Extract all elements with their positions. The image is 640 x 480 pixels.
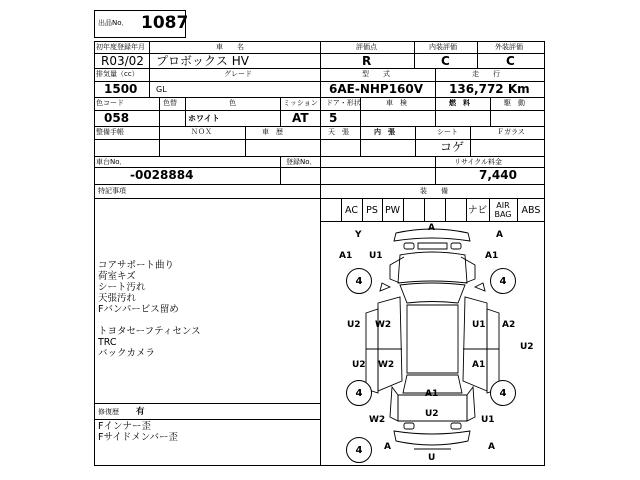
damage-code: Y xyxy=(355,230,362,240)
car-diagram xyxy=(320,221,545,466)
damage-code: U xyxy=(428,453,436,463)
damage-code: A1 xyxy=(339,251,353,261)
hood-shape xyxy=(398,252,467,283)
seat-label: シート xyxy=(437,128,458,136)
equipment-abs: ABS xyxy=(521,204,541,216)
interior-score-label: 内装評価 xyxy=(429,43,457,51)
damage-code: W2 xyxy=(378,360,395,370)
grid-line xyxy=(159,126,160,156)
damage-code: W2 xyxy=(375,320,392,330)
model-label: 型 式 xyxy=(362,70,390,78)
grid-line xyxy=(149,41,150,97)
color-code-value: 058 xyxy=(104,111,130,125)
displacement-label: 排気量（cc） xyxy=(96,70,139,78)
damage-code: U1 xyxy=(472,320,486,330)
chassis-number-label: 車台No． xyxy=(96,158,127,166)
wheel-front-right: 4 xyxy=(490,268,516,294)
exterior-score-label: 外装評価 xyxy=(495,43,523,51)
grid-line xyxy=(470,126,471,156)
mission-label: ミッション xyxy=(283,99,318,107)
damage-code: U2 xyxy=(425,409,439,419)
wheel-rear-right: 4 xyxy=(490,380,516,406)
mirror-left-shape xyxy=(380,283,390,291)
wheel-spare: 4 xyxy=(346,437,372,463)
damage-code: W2 xyxy=(369,415,386,425)
interior-score-value: C xyxy=(441,54,450,68)
damage-code: A xyxy=(496,230,503,240)
repair-line: Fサイドメンバー歪 xyxy=(98,432,179,443)
damage-code: A xyxy=(384,442,391,452)
taillight-left-shape xyxy=(404,423,414,429)
inspection-label: 車 検 xyxy=(386,99,407,107)
side-left-front-shape xyxy=(378,297,402,391)
car-name-value: プロボックス HV xyxy=(156,54,249,68)
color-value: ホワイト xyxy=(188,114,220,123)
door-label: ドア・形状 xyxy=(326,99,361,107)
drive-label: 駆 動 xyxy=(504,99,525,107)
exterior-score-value: C xyxy=(506,54,515,68)
registration-number-label: 登録No． xyxy=(286,158,317,166)
grid-line xyxy=(245,126,246,156)
wheel-rear-left: 4 xyxy=(346,380,372,406)
grid-line xyxy=(414,41,415,68)
maintenance-book-label: 整備手帳 xyxy=(96,128,124,136)
door-value: 5 xyxy=(329,111,338,125)
equipment-cell xyxy=(424,199,445,221)
equipment-airbag: AIR BAG xyxy=(494,201,512,219)
mileage-value: 136,772 Km xyxy=(449,82,530,96)
equipment-pw: PW xyxy=(384,204,401,216)
mileage-label: 走 行 xyxy=(472,70,500,78)
grid-line xyxy=(280,156,281,184)
grid-line xyxy=(490,97,491,126)
repair-line: Fインナー歪 xyxy=(98,421,151,432)
windshield-shape xyxy=(400,283,465,303)
repair-history-label: 修復歴 xyxy=(98,408,119,416)
chassis-number-value: -0028884 xyxy=(130,168,194,182)
recycle-fee-value: 7,440 xyxy=(479,168,517,182)
rear-quarter-left-shape xyxy=(390,387,398,421)
damage-code: U2 xyxy=(347,320,361,330)
front-glass-label: Ｆガラス xyxy=(497,128,525,136)
damage-code: A xyxy=(488,442,495,452)
grade-label: グレード xyxy=(224,70,252,78)
grid-line xyxy=(415,126,416,156)
equipment-navi: ナビ xyxy=(467,204,487,216)
grid-line xyxy=(185,97,186,126)
notes-line: コアサポート曲り xyxy=(98,260,175,271)
rear-bumper-shape xyxy=(394,431,470,445)
mirror-right-shape xyxy=(475,283,485,291)
damage-code: U1 xyxy=(369,251,383,261)
damage-code: U1 xyxy=(481,415,495,425)
damage-code: A1 xyxy=(485,251,499,261)
color-label: 色 xyxy=(229,99,236,107)
equipment-cell xyxy=(445,199,466,221)
recycle-fee-label: リサイクル料金 xyxy=(454,158,503,166)
color-code-label: 色コード xyxy=(96,99,124,107)
notes-line: Fバンパービス留め xyxy=(98,304,179,315)
headlight-left-shape xyxy=(404,243,414,249)
damage-code: A1 xyxy=(472,360,486,370)
mission-value: AT xyxy=(292,111,309,125)
grid-line xyxy=(435,68,436,97)
equipment-ac: AC xyxy=(345,204,358,216)
score-label: 評価点 xyxy=(356,43,377,51)
ceiling-label: 天 張 xyxy=(328,128,349,136)
grid-line xyxy=(435,97,436,126)
repair-history-value: 有 xyxy=(136,407,145,417)
equipment-cell xyxy=(320,199,341,221)
equipment-cell xyxy=(403,199,424,221)
grid-line xyxy=(477,41,478,68)
grid-line xyxy=(94,403,320,404)
special-notes-label: 特記事項 xyxy=(98,187,126,195)
grid-line xyxy=(159,97,160,126)
first-registration-label: 初年度登録年月 xyxy=(96,43,145,51)
grid-line xyxy=(360,126,361,156)
damage-code: A xyxy=(428,223,435,233)
grid-line xyxy=(435,156,436,184)
equipment-ps: PS xyxy=(366,204,378,216)
fuel-label: 燃 料 xyxy=(449,99,470,107)
side-right-front-shape xyxy=(463,297,487,391)
rear-quarter-right-shape xyxy=(467,387,475,421)
damage-code: U2 xyxy=(520,342,534,352)
taillight-right-shape xyxy=(451,423,461,429)
grade-value: GL xyxy=(156,85,167,94)
history-label: 車 歴 xyxy=(262,128,283,136)
grid-line xyxy=(94,419,320,420)
grid-line xyxy=(280,97,281,126)
damage-code: A1 xyxy=(425,389,439,399)
car-name-label: 車 名 xyxy=(216,43,244,51)
grille-shape xyxy=(418,243,447,249)
headlight-right-shape xyxy=(451,243,461,249)
seat-value: コゲ xyxy=(440,140,465,154)
notes-line: シート汚れ xyxy=(98,282,146,293)
front-fender-right-shape xyxy=(461,257,475,283)
lot-number-label: 出品No． xyxy=(98,19,129,27)
color-change-label: 色替 xyxy=(163,99,177,107)
interior-trim-label: 内 張 xyxy=(374,128,395,136)
lot-number: 1087 xyxy=(141,13,189,33)
notes-line: 荷室キズ xyxy=(98,271,136,282)
score-value: R xyxy=(362,54,372,68)
notes-line: 天張汚れ xyxy=(98,293,137,304)
notes-line: TRC xyxy=(98,337,117,348)
roof-shape xyxy=(407,305,458,373)
notes-line: トヨタセーフティセンス xyxy=(98,326,201,337)
damage-code: A2 xyxy=(502,320,516,330)
front-fender-left-shape xyxy=(390,257,404,283)
notes-line: バックカメラ xyxy=(98,348,156,359)
wheel-front-left: 4 xyxy=(346,268,372,294)
equipment-label: 装 備 xyxy=(420,187,448,195)
model-value: 6AE-NHP160V xyxy=(329,82,424,96)
displacement-value: 1500 xyxy=(104,82,138,96)
first-registration-value: R03/02 xyxy=(101,54,144,68)
damage-code: U2 xyxy=(352,360,366,370)
nox-label: ＮＯＸ xyxy=(191,128,212,136)
